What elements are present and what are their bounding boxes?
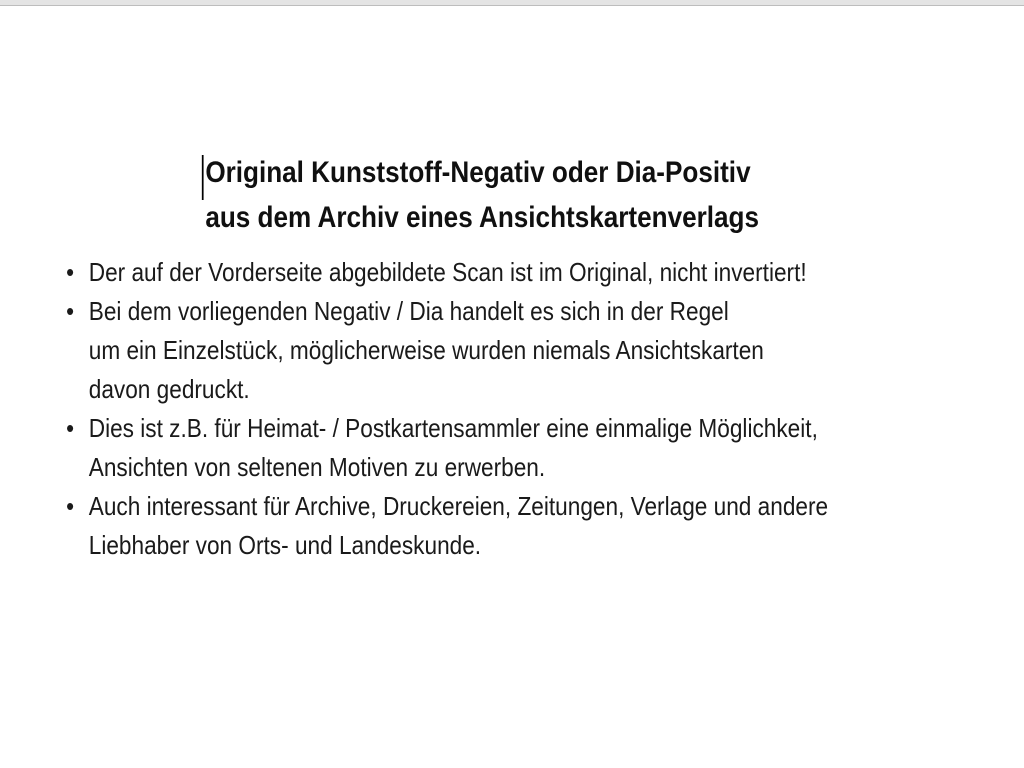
document-title (205, 150, 759, 240)
text-cursor (202, 155, 204, 200)
list-item (66, 253, 828, 292)
bullet-marker: • (66, 257, 75, 287)
list-item-line: Bei dem vorliegenden Negativ / Dia handelt es sich in der Regel (88, 296, 729, 326)
bullet-marker: • (66, 491, 75, 521)
list-item-line: Der auf der Vorderseite abgebildete Scan ist im Original, nicht invertiert! (88, 257, 807, 287)
list-item-line: davon gedruckt. (88, 374, 250, 404)
list-item (66, 487, 828, 565)
bullet-marker: • (66, 413, 75, 443)
title-line: Original Kunststoff-Negativ oder Dia-Positiv (205, 156, 751, 189)
bullet-list (66, 253, 828, 565)
list-item (66, 409, 828, 487)
list-item-line: Ansichten von seltenen Motiven zu erwerben. (88, 452, 546, 482)
list-item (66, 292, 828, 409)
bullet-marker: • (66, 296, 75, 326)
title-line: aus dem Archiv eines Ansichtskartenverlags (205, 201, 759, 234)
list-item-line: Liebhaber von Orts- und Landeskunde. (88, 530, 482, 560)
list-item-line: Dies ist z.B. für Heimat- / Postkartensammler eine einmalige Möglichkeit, (88, 413, 818, 443)
list-item-line: Auch interessant für Archive, Druckereien, Zeitungen, Verlage und andere (88, 491, 829, 521)
list-item-line: um ein Einzelstück, möglicherweise wurden niemals Ansichtskarten (88, 335, 764, 365)
